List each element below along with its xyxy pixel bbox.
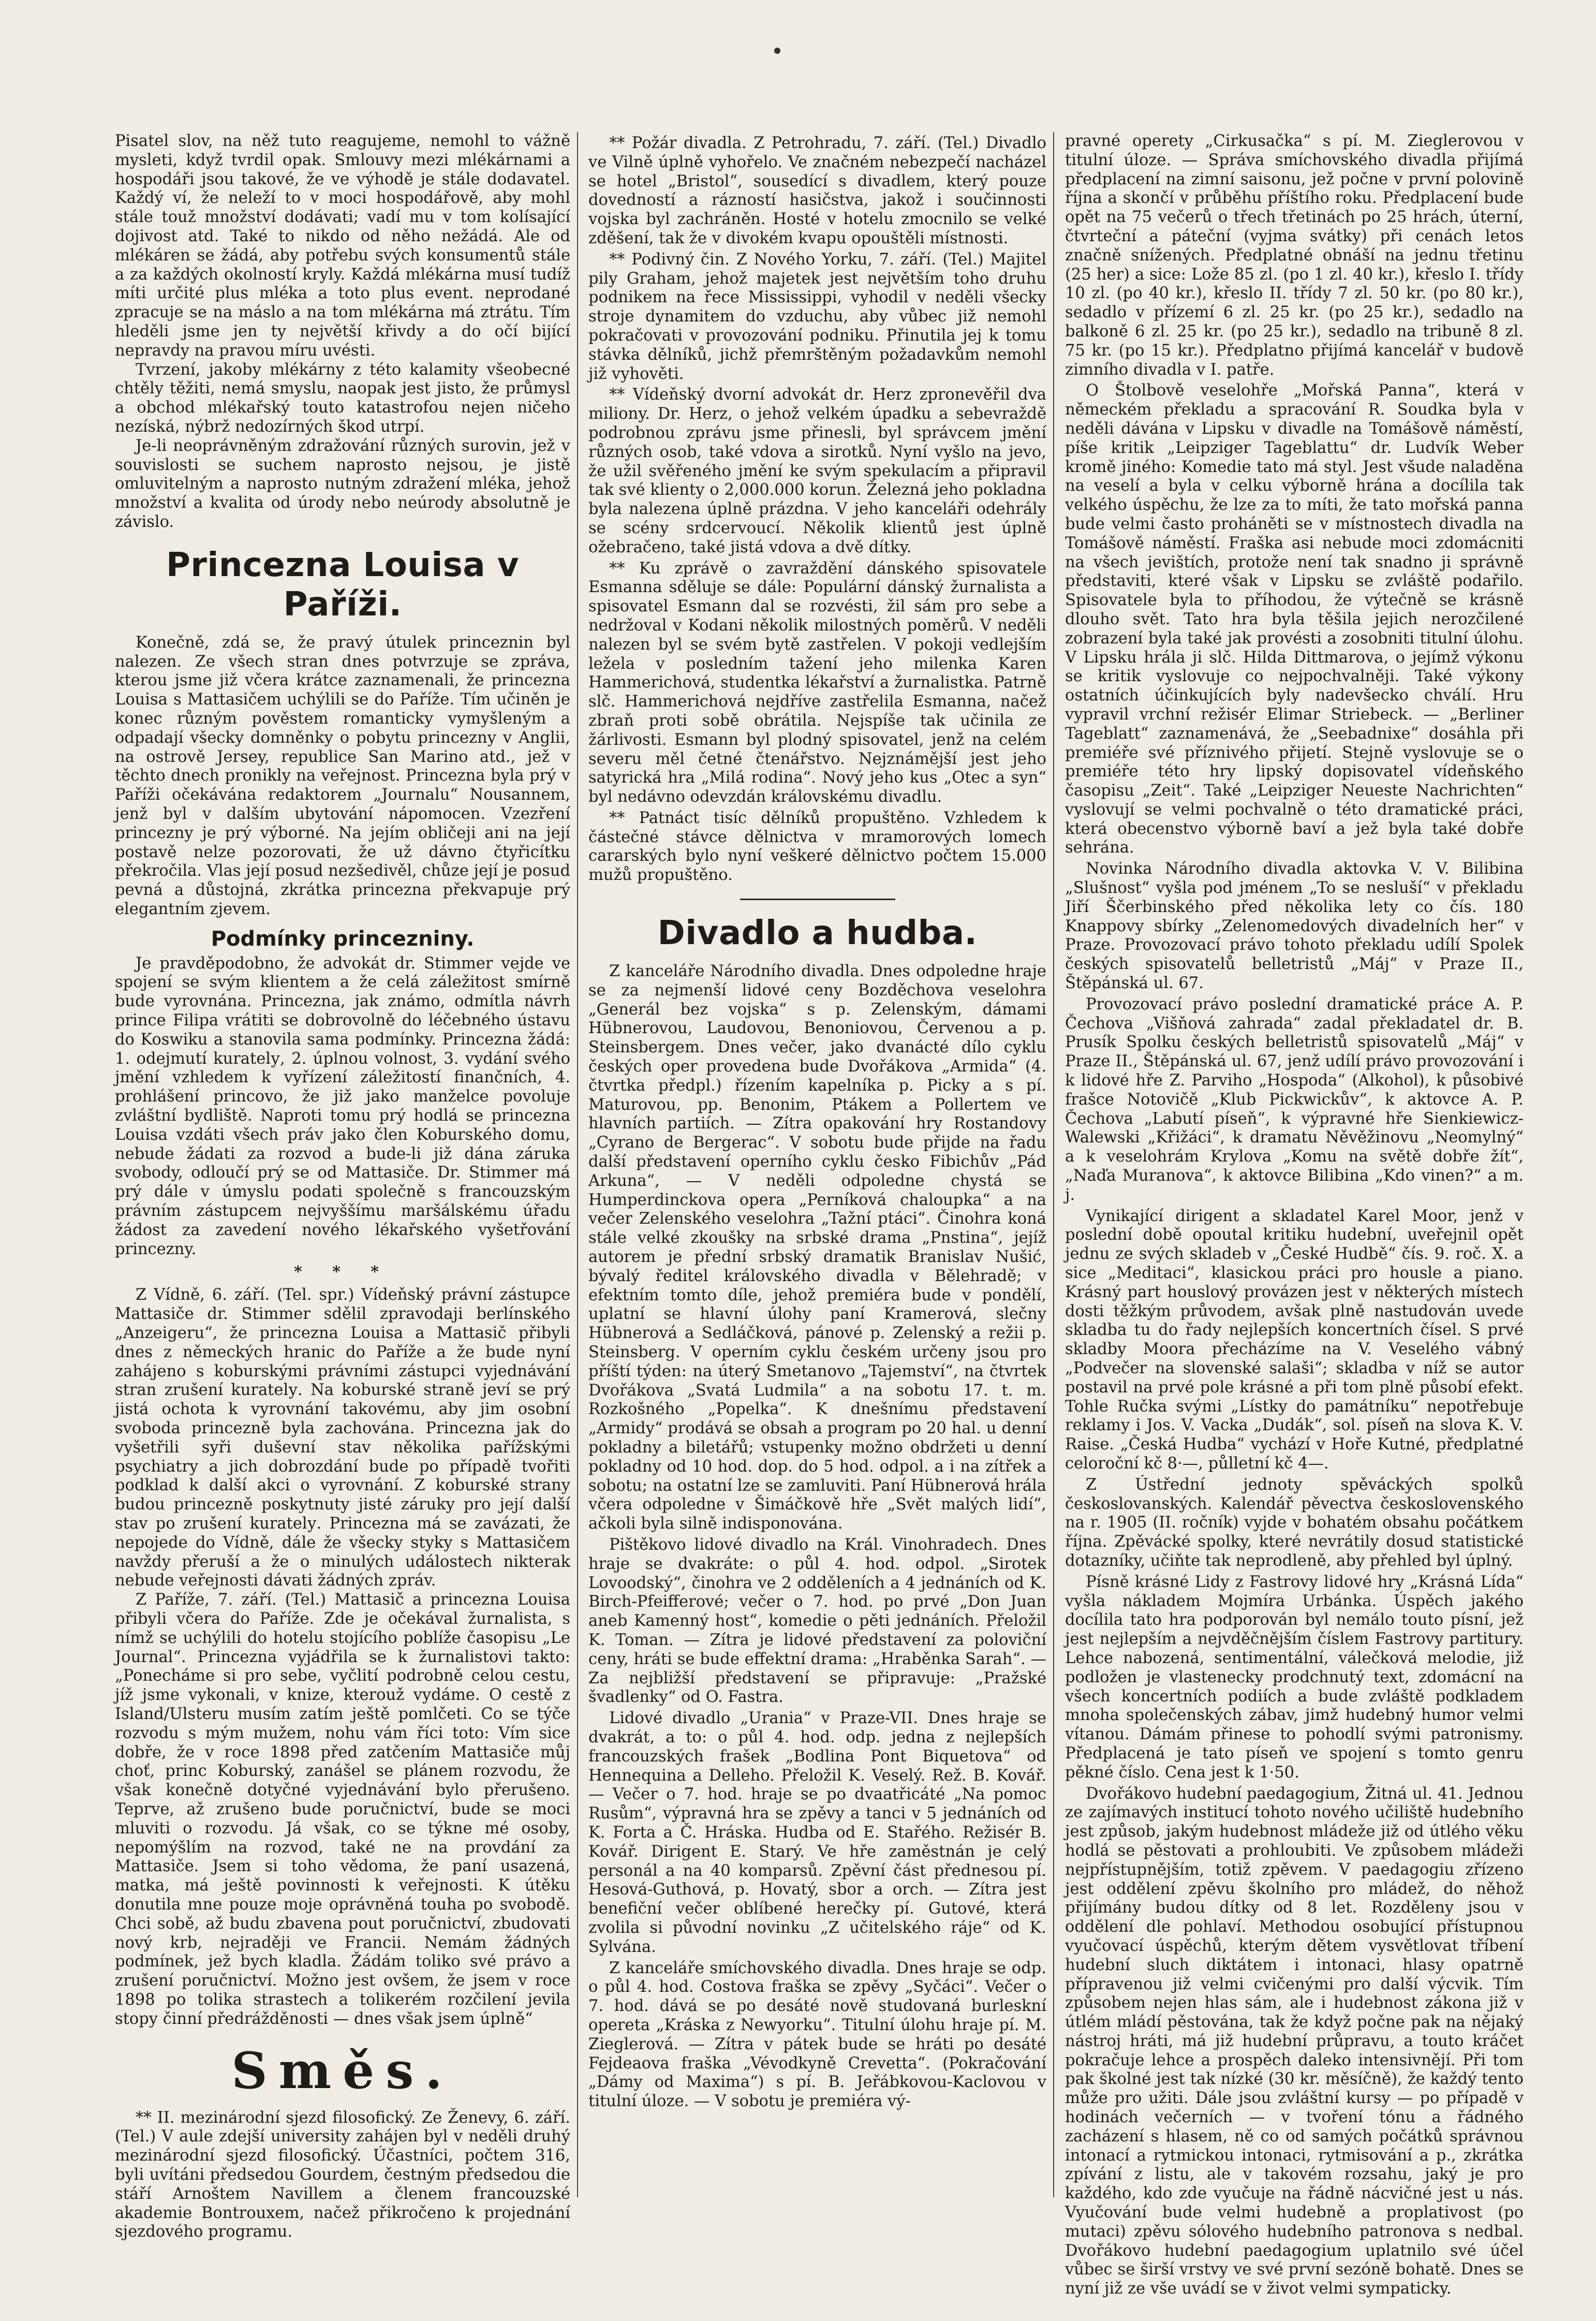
article-paragraph: Z Paříže, 7. září. (Tel.) Mattasič a princezna Louisa přibyli včera do Paříže. Zde je očekával žurnalista, s nímž se uchýlili do hotelu stojícího poblíže časopisu „Le Journal“. Princezna vyjádřila se k žurnalistovi takto: „Ponecháme si pro sebe, vyčlití podrobně celou cestu, jíž jsme vykonali, v knize, kterouž vydáme. O cestě z Island/Ulsteru musím zatím ještě pomlčeti. Co se týče rozvodu s mým mužem, nohu vám říci toto: Vím sice dobře, že v roce 1898 před zatčením Mattasiče můj choť, princ Koburský, zanášel se plánem rozvodu, že však konečně dotyčné vyjednávání bylo přerušeno. Teprve, až zrušeno bude poručnictví, bude se moci mluviti o rozvodu. Já však, co se týkne mé osoby, nepomýšlím na rozvod, také ne na provdání za Mattasiče. Jsem si toho vědoma, že paní usazená, matka, má ještě povinnosti k veřejnosti. K útěku donutila mne pouze moje oprávněná touha po svobodě. Chci sobě, až budu zbavena pout poručnictví, zbudovati nový krb, nejraději ve Francii. Nemám žádných podmínek, jež bych kladla. Žádám toliko své právo a zrušení poručnictví. Možno jest ovšem, že jsem v roce 1898 po tolika strastech a tolikerém rozčilení jevila stopy činní předrážděnosti — dnes však jsem úplně“ — [115, 1591, 570, 2028]
news-item: ** Vídeňský dvorní advokát dr. Herz zpronevěřil dva miliony. Dr. Herz, o jehož velkém úpadku a sebevraždě podrobnou zprávu jsme přinesli, byl správcem jmění různých osob, také vdova a sirotků. Nyní vyšlo na jevo, že užil svěřeného jmění ke svým spekulacím a připravil tak své klienty o 2,000.000 korun. Železná jeho pokladna byla nalezena úplně prázdna. V jeho kanceláři odehrály se scény srdcervoucí. Několik klientů jest úplně ožebračeno, také jistá vdova a dvě dítky. — [588, 386, 1046, 556]
news-item: ** Požár divadla. Z Petrohradu, 7. září. (Tel.) Divadlo ve Vilně úplně vyhořelo. Ve značném nebezpečí nacházel se hotel „Bristol“, sousedící s divadlem, který pouze dovedností a rázností hasičstva, jakož i součinnosti vojska byl zachráněn. Hosté v hotelu zmocnilo se velké zděšení, tak že v divokém kvapu opouštěli místnosti. — [588, 134, 1046, 247]
news-item: ** Ku zprávě o zavraždění dánského spisovatele Esmanna sděluje se dále: Populární dánský žurnalista a spisovatel Esmann dal se rozvésti, žil sám pro sebe a nedržoval v Kodani několik milostných poměrů. V neděli nalezen byl se svém bytě zastřelen. V pokoji vedlejším ležela v posledním tažení jeho milenka Karen Hammerichová, studentka lékařství a žurnalistka. Patrně slč. Hammerichová nejdříve zastřelila Esmanna, načež zbraň proti sobě obrátila. Nejspíše tak učinila ze žárlivosti. Esmann byl plodný spisovatel, jenž na celém severu měl četné čtenářstvo. Nejznámější jest jeho satyrická hra „Milá rodina“. Nový jeho kus „Otec a syn“ byl nedávno odevzdán královskému divadlu. — [588, 559, 1046, 806]
column-rule — [577, 132, 578, 2197]
article-paragraph: Pisatel slov, na něž tuto reagujeme, nemohl to vážně mysleti, když tvrdil opak. Smlouvy mezi mlékárnami a hospodáři jsou takové, že ve výhodě je stále dodavatel. Každý ví, že neleží to v moci hospodářově, aby mohl stále touž množství dodávati; vadí mu v tom kolísající dojivost atd. Také to nikdo od něho nežádá. Ale od mlékáren se žádá, aby potřebu svých konsumentů stále a za každých okolností kryly. Každá mlékárna musí tudíž míti určité plus mléka a toto plus event. neprodané zpracuje se na máslo a na tom mlékárna má ztrátu. Tím hleděli jsme jen ty největší křivdy a do očí bijící nepravdy na pravou míru uvésti. — [115, 132, 570, 360]
headline-smes: Směs. — [231, 2041, 454, 2100]
theatre-item: Lidové divadlo „Urania“ v Praze-VII. Dnes hraje se dvakrát, a to: o půl 4. hod. odp. jedna z nejlepších francouzských frašek „Bodlina Pont Biquetova“ od Hennequina a Delleho. Přeložil K. Veselý. Rež. B. Kovář. — Večer o 7. hod. hraje se po dvaatřicáté „Na pomoc Rusům“, výpravná hra se zpěvy a tanci v 5 jednáních od K. Forta a Č. Hráska. Hudba od E. Stařého. Režisér B. Kovář. Dirigent E. Starý. Ve hře zaměstnán je celý personál a na 40 komparsů. Zpěvní část přednesou pí. Hesová-Guthová, p. Hovatý, sbor a orch. — Zítra jest benefiční večer oblíbené herečky pí. Gutové, která zvolila si původní novinku „Z učitelského ráje“ od K. Sylvána. — [588, 1709, 1046, 1956]
article-paragraph: Z Vídně, 6. září. (Tel. spr.) Vídeňský právní zástupce Mattasiče dr. Stimmer sdělil zpravodaji berlínského „Anzeigeru“, že princezna Louisa a Mattasič přibyli dnes z německých hranic do Paříže a že bude nyní zahájeno s koburskými právními zástupci vyjednávání stran zrušení kuratelу. Na koburské straně jeví se prý jistá ochota k vyrovnání takovému, aby jim osobní svoboda princezně byla zachována. Princezna jak do vyšetřili syři duševní stav několika pařížskými psychiatry a jich dobrozdání bude po případě tvořiti podklad k další akci o vyrovnání. Z koburské strany budou princezně poskytnuty jisté záruky pro její další stav po zrušení kuratelу. Princezna má se zavázati, že nepojede do Vídně, dále že všecky styky s Mattasičem navždy přeruší a že o minulých událostech nikterak nebude veřejnosti dávati žádných zpráv. — [115, 1286, 570, 1590]
column-rule — [1053, 132, 1054, 2197]
section-stars: * * * — [294, 1263, 391, 1282]
theatre-item: Pištěkovo lidové divadlo na Král. Vinohradech. Dnes hraje se dvakráte: o půl 4. hod. odpol. „Sirotek Lovoodský“, činohra ve 2 odděleních a 4 jednáních od K. Birch-Pfeifferové; večer o 7. hod. po prvé „Don Juan aneb Kamenný host“, komedie o pěti jednáních. Přeložil K. Toman. — Zítra je lidové představení za poloviční ceny, hráti se bude effektní drama: „Hraběnka Sarah“. — Za nejbližší představení se připravuje: „Pražské švadlenky“ od O. Fastra. — [588, 1535, 1046, 1707]
article-paragraph: Konečně, zdá se, že pravý útulek princeznin byl nalezen. Ze všech stran dnes potvrzuje se zpráva, kterou jsme již včera krátce zaznamenali, že princezna Louisa s Mattasičem uchýlili se do Paříže. Tím učiněn je konec různým pověstem romanticky vymyšleným a odpadají všecky domněnky o pobytu princezny v Anglii, na ostrově Jersey, republice San Marino atd., jež v těchto dnech pronikly na veřejnost. Princezna byla prý v Paříži očekávána redaktorem „Journalu“ Nousannem, jenž byl v dalším ubytování nápomocen. Vzezření princezny je prý výborné. Na jejím obličeji ani na její postavě nelze pozorovati, že už dávno čtyřicítku překročila. Vlas její posud nezšedivěl, chůze její je posud pevná a důstojná, zkrátka princezna překvapuje prý elegantním zjevem. — [115, 633, 570, 918]
theatre-item: O Štolbově veselohře „Mořská Panna“, která v německém překladu a spracování R. Soudka byla v neděli dávána v Lipsku v divadle na Tomášově náměstí, píše kritik „Leipziger Tageblattu“ dr. Ludvík Weber kromě jiného: Komedie tato má styl. Jest všude naladěna na veselí a byla v celku výborně hrána a docílila tak velkého úspěchu, že lze za to míti, že tato mořská panna bude velmi často proháněti se v místnostech divadla na Tomášově náměstí. Fraška asi nebude moci zdomácniti na všech jevištích, protože není tak snadno ji správně představiti, které však v Lipsku se zvláště podařilo. Spisovatele byla to příhodou, že výtečně se krásně dlouho svět. Tato hra byla těšila jejich nerozčilené zobrazení byla také jak provésti a zosobniti titulní úlohu. V Lipsku hrála ji slč. Hilda Dittmarova, o jejímž výkonu se kritik vyslovuje co nejpochvalněji. Také výkony ostatních účinkujících byly nadevšecko chválí. Hru vypravil vrchní režisér Elimar Striebeck. — „Berliner Tageblatt“ zaznamenává, že „Seebadnixe“ dosáhla při premiéře své příznivého přijetí. Stejně vyslovuje se o premiéře této hry lipský dopisovatel vídeňského časopisu „Zeit“. Také „Leipziger Neueste Nachrichten“ vyslovují se velmi pochvalně o této dramatické práci, která obecenstvo výborně baví a jež byla také dobře sehrána. — [1065, 381, 1524, 857]
music-item: Vynikající dirigent a skladatel Karel Moor, jenž v poslední době opoutal kritiku hudební, uveřejnil opět jednu ze svých skladeb v „České Hudbě“ čís. 9. roč. X. a sice „Meditaci“, klasickou práci pro housle a piano. Krásný part houslový provázen jest v některých místech dosti těžkým průvodem, avšak plně nastudován uvede skladba tu do řady nejlepších koncertních čísel. S prvé skladby Moora přecházíme na V. Veselého vábný „Podvečer na slovenské salaši“; skladba v níž se autor postavil na prvé pole krásné a při tom plně působí efekt. Tohle Ručka svými „Lístky do památníku“ nepotřebuje reklamy i Jos. V. Vacka „Dudák“, sol. píseň na slova K. V. Raise. „Česká Hudba“ vychází v Hoře Kutné, předplatné celoroční kč 8·—, půlletní kč 4—. — [1065, 1207, 1524, 1473]
headline-louisa: Princezna Louisa v Paříži. — [166, 546, 520, 624]
column-3 — [1065, 132, 1524, 2298]
news-item: ** Patnáct tisíc dělníků propuštěno. Vzhledem k částečné stávce dělnictva v mramorových lomech cararských bylo nyní veškeré dělnictvo počtem 15.000 mužů propuštěno. — [588, 809, 1046, 885]
music-item: Z Ústřední jednoty spěváckých spolků českoslovanských. Kalendář pěvectva československého na r. 1905 (II. ročník) vyjde v bohatém obsahu počátkem října. Zpěvácké spolky, které nevrátily dosud statistické dotazníky, učiňte tak neprodleně, aby přehled byl úplný. — [1065, 1475, 1524, 1570]
music-item: Dvořákovo hudební paedagogium, Žitná ul. 41. Jednou ze zajímavých institucí tohoto nového učiliště hudebního jest způsob, jakým hudebnost mládeže již od útlého věku hodlá se pěstovati a prohloubiti. Ve způsobem mládeži nejpřístupnějším, totiž zpěvem. V paedagogiu zřízeno jest oddělení zpěvu školního pro mládež, do něhož přijímány budou dítky od 8 let. Rozděleny jsou v oddělení dle pohlaví. Methodou osobující přístupnou vyučovací úspěchů, kterým dětem vysvětlovat tříbení hudební sluch diktátem i intonaci, hlasy opatrně přípravenou již velmi cvičenými pro další výcvik. Tím způsobem nejen hlas sám, ale i hudebnost zákona již v útlém mládí pěstována, tak že když počne pak na nějaký nástroj hráti, má již hudební průpravu, a touto kráčet pokračuje lehce a prospěch daleko intensivnějí. Při tom pak školné jest tak nízké (30 kr. měsíčně), že každý tento může pro užiti. Dále jsou zvláštní kursy — po případě v hodinách večerních — v tvoření tónu a řádného zacházení s hlasem, ně co od samých počátků správnou intonací a rytmickou intonaci, rytmisování a p., zkrátka zpívání z listu, ale v takovém rozsahu, jaký je pro každého, kdo zde vyučuje na řádně nácvičné jest u nás. Vyučování bude velmi hudebně a proplativost (po mutaci) zpěvu sólového hudebního patronova s nedbal. Dvořákovo hudební paedagogium uplatnilo své účel vůbec se širší vrstvy ve své první sezóně bohatě. Dnes se nyní již ze vše uvádí se v život velmi sympaticky. — [1065, 1784, 1524, 2298]
article-paragraph: Tvrzení, jakoby mlékárny z této kalamity všeobecné chtěly těžiti, nemá smyslu, naopak jest jisto, že průmysl a obchod mlékařský touto katastrofou nejen ničeho nezíská, nýbrž nedozírných škod utrpí. — [115, 360, 570, 436]
article-paragraph: Je-li neoprávněným zdražování různých surovin, jež v souvislosti se suchem naprosto nejsou, je jistě omluvitelným a naprosto nutným zdražení mléka, jehož množství a kvalita od úrody nebo neúrody absolutně je závislo. — [115, 436, 570, 531]
theatre-item: Provozovací právo poslední dramatické práce A. P. Čechova „Višňová zahrada“ zadal překladatel dr. B. Prusík Spolku českých belletristů spisovatelů „Máj“ v Praze II., Štěpánská ul. 67, jenž udílí právo provozování i k lidové hře Z. Parviho „Hospoda“ (Alkohol), k působivé frašce Notovičě „Klub Pickwickův“, k aktovce A. P. Čechova „Labutí píseň“, k výpravné hře Sienkiewicz-Walewski „Křižáci“, k dramatu Něvěžinovu „Neomylný“ a k veselohrám Krylova „Komu na světě dobře žít“, „Naďa Muranova“, k aktovce Bilibina „Kdo vinen?“ a m. j. — [1065, 995, 1524, 1204]
theatre-item: Z kanceláře Národního divadla. Dnes odpoledne hraje se za nejmenší lidové ceny Bozděchova veselohra „Generál bez vojska“ s p. Zelenským, dámami Hübnerovou, Laudovou, Benoniovou, Červenou a p. Steinsbergem. Dnes večer, jako dvanácté dílo cyklu českých oper provedena bude Dvořákova „Armida“ (4. čtvrtka předpl.) řízením kapelníka p. Picky a s pí. Maturovou, pp. Benonim, Ptákem a Pollertem ve hlavních partiích. — Zítra opakování hry Rostandovy „Cyrano de Bergerac“. V sobotu bude přijde na řadu další představení operního cyklu česko Fibichův „Pád Arkuna“, — V neděli odpoledne chystá se Humperdinckova opera „Perníková chaloupka“ a na večer Zelenského veselohra „Tažní ptáci“. Činohra koná stále velké zkoušky na srbské drama „Pnstina“, jejíž autorem je přední srbský dramatik Branislav Nušić, bývalý ředitel královského divadla v Bělehradě; v efektním tomto díle, jehož premiéra bude v pondělí, uplatní se hlavní úlohy paní Kramerová, slečny Hübnerová a Sedláčková, pánové p. Zelenský a režii p. Steinsberg. V operním cyklu českém určeny jsou pro příští týden: na úterý Smetanovo „Tajemství“, na čtvrtek Dvořákova „Svatá Ludmila“ a na sobotu 17. t. m. Rozkošného „Popelka“. K dnešnímu představení „Armidy“ prodává se obsah a program po 20 hal. u denní pokladny a biletářů; vstupenky možno obdržeti u denní pokladny od 10 hod. dop. do 5 hod. odpol. a i na zítřek a sobotu; na ostatní lze se zamluviti. Paní Hübnerová hrála včera odpoledne v Šimáčkově hře „Svět malých lidí“, ačkoli byla silně indisponována. — [588, 962, 1046, 1533]
theatre-item: Z kanceláře smíchovského divadla. Dnes hraje se odp. o půl 4. hod. Costova fraška se zpěvy „Syčáci“. Večer o 7. hod. dává se po desáté nově studovaná burleskní opereta „Kráska z Newyorku“. Titulní úlohu hraje pí. M. Zieglerová. — Zítra v pátek bude se hráti po desáté Fejdeaova fraška „Vévodkyně Crevetta“. (Pokračování „Dámy od Maxima“) s pí. B. Jeřábkovou-Kaclovou v titulní úloze. — V sobotu je premiéra vý- — [588, 1959, 1046, 2111]
theatre-item: Novinka Národního divadla aktovka V. V. Bilibina „Slušnost“ vyšla pod jménem „To se nesluší“ v překladu Jiří Ščerbinského před několika lety co čís. 180 Knappovy sbírky „Zelenomedových divadelních her“ v Praze. Provozovací právo tohoto překladu udílí Spolek českých spisovatelů belletristů „Máj“ v Praze II., Štěpánská ul. 67. — [1065, 860, 1524, 993]
section-divider — [740, 899, 895, 900]
page-mark — [774, 48, 780, 54]
column-1 — [115, 132, 570, 2241]
column-2 — [588, 132, 1046, 2202]
article-paragraph: Je pravděpodobno, že advokát dr. Stimmer vejde ve spojení se svým klientem a že celá záležitost smírně bude vyrovnána. Princezna, jak známo, odmítla návrh prince Filipa vrátiti se dobrovolně do léčebného ústavu do Koswiku a stanovila sama podmínky. Princezna žádá: 1. odejmutí kuratelу, 2. úplnou volnost, 3. vydání svého jmění vzhledem k vyřízení záležitostí finančních, 4. prohlášení princovo, že již jako manželce povoluje zvláštní bydliště. Naproti tomu prý hodlá se princezna Louisa vzdáti všech práv jako člen Koburského domu, nebude žádati za rozvod a bude-li již dána záruka svobody, odloučí prý se od Mattasiče. Dr. Stimmer má prý dále v úmyslu podati společně s francouzským právním zástupcem nejvyššímu maršálskému úřadu žádost za zavedení nového lékařského vyšetřování princezny. — [115, 954, 570, 1258]
news-item: ** Podivný čin. Z Nového Yorku, 7. září. (Tel.) Majitel pily Graham, jehož majetek jest největším toho druhu podnikem na řece Mississippi, vyhodil v neděli všecky stroje dynamitem do vzduchu, aby vůbec již nemohl pokračovati v provozování podniku. Přinutila jej k tomu stávka dělníků, jichž přemrštěným požadavkům nemohl již vyhověti. — [588, 250, 1046, 383]
music-item: Písně krásné Lidy z Fastrovy lidové hry „Krásná Lída“ vyšla nákladem Mojmíra Urbánka. Úspěch jakého docílila tato hra podporován byl nemálo touto písní, jež jest nejlepším a nejvděčnějším číslem Fastrovy partitury. Lehce nabozená, sentimentální, válečková melodie, již podložen je vlastenecky prodchnutý text, zdomácní na všech koncertních podiích a bude zvláště podkladem mnoha společenských zábav, jimž hudebný humor velmi vítanou. Dámám přinese to pohodlí svými patronismy. Předplacená je tato píseň ve spojení s tomto genru pěkné číslo. Cena jest k 1·50. — [1065, 1573, 1524, 1782]
theatre-item: pravné operety „Cirkusačka“ s pí. M. Zieglerovou v titulní úloze. — Správa smíchovského divadla přijímá předplacení na zimní saisonu, jež počne v první polovině října a skončí v průběhu příštího roku. Předplacení bude opět na 75 večerů o třech třetinách po 25 hrách, úterní, čtvrteční a páteční (vyjma svátky) při cenách letos značně snížených. Předplatné obnáší na jednu třetinu (25 her) a sice: Lože 85 zl. (po 1 zl. 40 kr.), křeslo I. třídy 10 zl. (po 40 kr.), křeslo II. třídy 7 zl. 50 kr. (po 80 kr.), sedadlo v přízemí 6 zl. 25 kr. (po 25 kr.), sedadlo na balkoně 6 zl. 25 kr. (po 25 kr.), sedadlo na tribuně 8 zl. 75 kr. (po 15 kr.). Předplatno přijímá kancelář v budově zimního divadla v I. patře. — [1065, 132, 1524, 379]
subheadline-podminky: Podmínky princezniny. — [211, 927, 475, 951]
headline-divadlo: Divadlo a hudba. — [657, 914, 978, 953]
news-item: ** II. mezinárodní sjezd filosofický. Ze Ženevy, 6. září. (Tel.) V aule zdejší university zahájen byl v neděli druhý mezinárodní sjezd filosofický. Účastníci, počtem 316, byli uvítáni předsedou Gourdem, čestným předsedou die stáří Arnoštem Navillem a členem francouzské akademie Bontrouxem, načež přikročeno k projednání sjezdového programu. — [115, 2108, 570, 2241]
